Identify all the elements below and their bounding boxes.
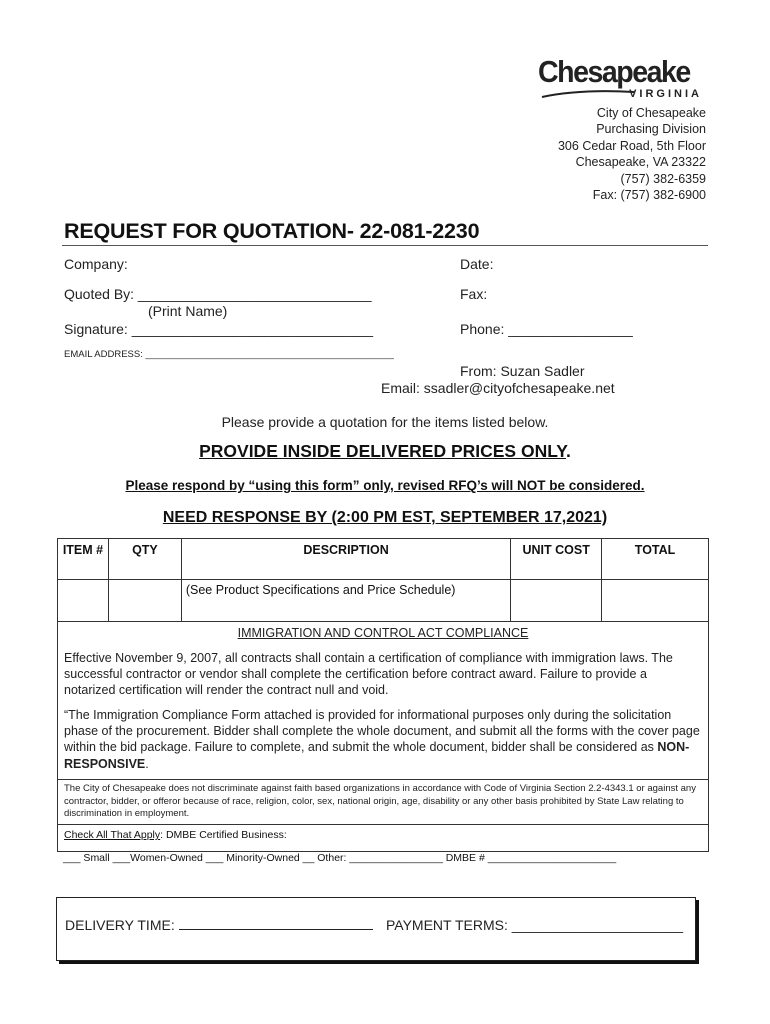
- page-title: REQUEST FOR QUOTATION- 22-081-2230: [64, 219, 480, 243]
- city-logo: [538, 54, 706, 100]
- header-unit-cost: UNIT COST: [511, 539, 602, 580]
- compliance-para-2-text: “The Immigration Compliance Form attached is provided for informational purposes only during the solicitation phase of the procurement. Bidder shall complete the whole document, and submit all the forms with the cover page within the bid package. Failure to complete, and submit the whole document, bidder shall be considered as: [64, 708, 700, 755]
- table-header-row: [58, 539, 709, 580]
- compliance-divider: [58, 779, 708, 780]
- address-line: Purchasing Division: [596, 122, 706, 137]
- need-response-text: NEED RESPONSE BY (2:00 PM EST, SEPTEMBER 17,2021): [162, 509, 608, 526]
- check-all-label: Check All That Apply: [64, 829, 161, 841]
- address-line: City of Chesapeake: [596, 106, 706, 120]
- header-qty: QTY: [108, 539, 181, 580]
- print-name-label: (Print Name): [148, 303, 228, 319]
- delivery-time-label: DELIVERY TIME:: [65, 917, 175, 933]
- dmbe-divider: [58, 824, 708, 825]
- email-address-field[interactable]: EMAIL ADDRESS: _______________________________________________: [64, 349, 394, 360]
- compliance-para-1: Effective November 9, 2007, all contracts shall contain a certification of compliance with immigration laws. The successful contractor or vendor shall complete the certification before contract award. Failure to provide a notarized certification will render the contract null and void.: [64, 651, 673, 698]
- items-table: [57, 538, 709, 622]
- nondiscrimination-text: The City of Chesapeake does not discriminate against faith based organizations in accordance with Code of Virginia Section 2.2-4343.1 or against any contractor, bidder, or offeror because of race, religion, color, sex, national origin, age, disability or any other basis prohibited by State Law relating to discrimination in employment.: [64, 783, 696, 819]
- provide-prices-text: PROVIDE INSIDE DELIVERED PRICES ONLY: [199, 441, 567, 461]
- cell-qty[interactable]: [108, 580, 181, 622]
- cell-unit-cost[interactable]: [511, 580, 602, 622]
- non-responsive-text: NON-RESPONSIVE: [64, 740, 690, 771]
- cell-description: (See Product Specifications and Price Schedule): [181, 580, 510, 622]
- table-row: [58, 580, 709, 622]
- respond-instruction: [0, 478, 770, 493]
- phone-field[interactable]: Phone: ________________: [460, 321, 633, 337]
- dmbe-certified-label: : DMBE Certified Business:: [160, 829, 287, 841]
- provide-prices-period: .: [566, 441, 571, 461]
- delivery-time-line[interactable]: [179, 928, 373, 930]
- address-line: Chesapeake, VA 23322: [575, 155, 706, 170]
- header-item: ITEM #: [58, 539, 109, 580]
- logo-state: VIRGINIA: [629, 88, 702, 100]
- title-divider: [62, 245, 708, 246]
- signature-field[interactable]: Signature: _______________________________: [64, 321, 374, 337]
- dmbe-check-line: [64, 829, 714, 841]
- quoted-by-field[interactable]: Quoted By: ______________________________: [64, 286, 372, 302]
- header-description: DESCRIPTION: [181, 539, 510, 580]
- company-field[interactable]: Company:: [64, 256, 128, 272]
- logo-name: Chesapeake: [538, 54, 690, 89]
- compliance-heading-text: IMMIGRATION AND CONTROL ACT COMPLIANCE: [237, 626, 529, 640]
- address-block: [558, 105, 706, 203]
- from-contact: From: Suzan Sadler: [460, 363, 585, 379]
- fax-field[interactable]: Fax:: [460, 286, 488, 302]
- compliance-para-2: [64, 707, 704, 772]
- contact-email: Email: ssadler@cityofchesapeake.net: [381, 380, 615, 396]
- dmbe-options[interactable]: ___ Small ___Women-Owned ___ Minority-Owned __ Other: ________________ DMBE # ______________________: [63, 852, 617, 864]
- need-response-heading: [0, 509, 770, 527]
- provide-prices-heading: [0, 441, 770, 462]
- respond-text: Please respond by “using this form” only, revised RFQ’s will NOT be considered.: [125, 478, 645, 493]
- address-line: (757) 382-6359: [620, 171, 706, 186]
- delivery-box: [56, 897, 696, 961]
- cell-total[interactable]: [602, 580, 709, 622]
- header-total: TOTAL: [602, 539, 709, 580]
- address-line: 306 Cedar Road, 5th Floor: [557, 138, 706, 153]
- please-provide-text: Please provide a quotation for the items listed below.: [221, 414, 549, 430]
- cell-item[interactable]: [58, 580, 109, 622]
- logo-swoosh-icon: [540, 89, 636, 99]
- compliance-box: [57, 617, 709, 852]
- delivery-time-field[interactable]: [65, 917, 373, 933]
- payment-terms-field[interactable]: PAYMENT TERMS: ______________________: [386, 917, 684, 933]
- date-field[interactable]: Date:: [460, 256, 494, 272]
- address-line: Fax: (757) 382-6900: [592, 188, 706, 203]
- compliance-para-2-end: .: [145, 756, 149, 771]
- compliance-heading: [58, 625, 708, 641]
